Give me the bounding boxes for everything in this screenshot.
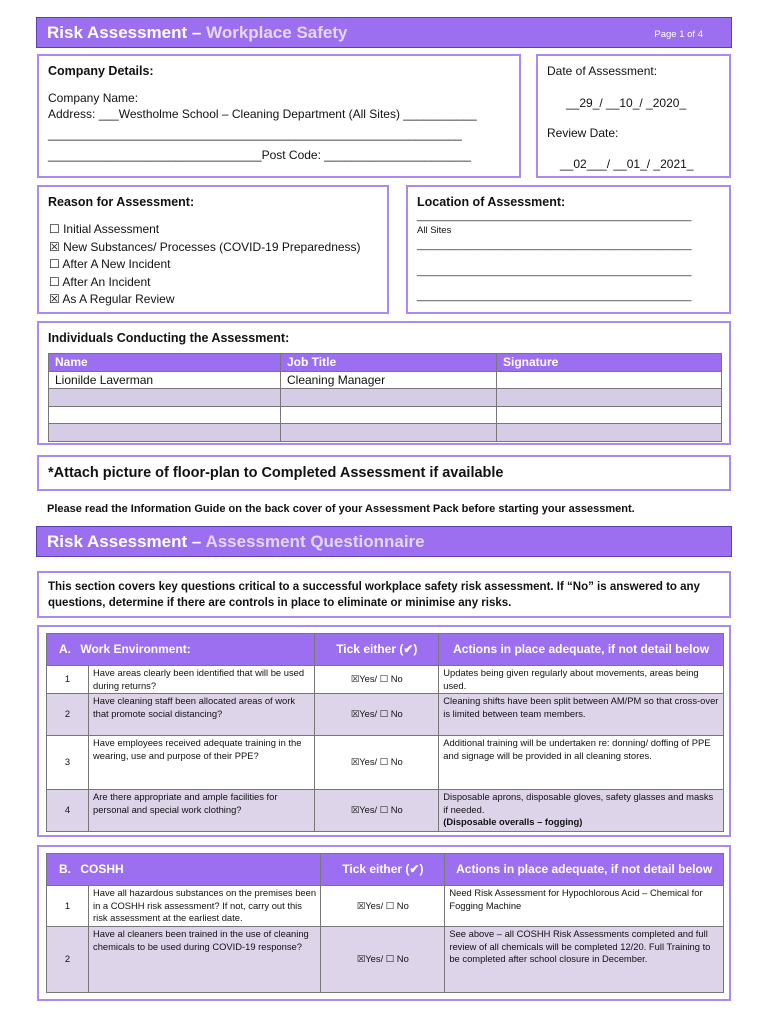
reason-new-substances-checkbox[interactable]: ☒ New Substances/ Processes (COVID-19 Preparedness) xyxy=(49,239,361,254)
actions-header: Actions in place adequate, if not detail below xyxy=(439,634,724,666)
cell-name[interactable] xyxy=(49,406,281,424)
individuals-table xyxy=(48,353,722,442)
cell-name[interactable]: Lionilde Laverman xyxy=(49,371,281,389)
cell-signature[interactable] xyxy=(497,371,722,389)
table-row xyxy=(47,694,724,736)
postcode-line: ________________________________Post Code: ______________________ xyxy=(48,148,472,162)
intro-box xyxy=(37,571,731,618)
cell-job-title[interactable]: Cleaning Manager xyxy=(281,371,497,389)
cell-signature[interactable] xyxy=(497,406,722,424)
row-number: 3 xyxy=(47,736,89,790)
section-b-box xyxy=(37,845,731,1001)
row-number: 4 xyxy=(47,790,89,832)
actions-header: Actions in place adequate, if not detail below xyxy=(445,854,724,886)
date-of-assessment-value: __29_/ __10_/ _2020_ xyxy=(566,96,687,110)
title-main: Risk Assessment – xyxy=(47,23,207,42)
address-blank-line: ______________________________________________________________ xyxy=(48,127,462,141)
location-line-3: _______________________________________________ xyxy=(417,265,692,277)
table-row xyxy=(49,424,722,442)
question-text: Have areas clearly been identified that will be used during returns? xyxy=(89,666,315,694)
questionnaire-title xyxy=(47,532,425,552)
action-text[interactable]: Need Risk Assessment for Hypochlorous Acid – Chemical for Fogging Machine xyxy=(445,886,724,927)
table-row xyxy=(47,790,724,832)
action-text: Disposable aprons, disposable gloves, safety glasses and masks if needed. xyxy=(443,791,714,815)
address-line: Address: ___Westholme School – Cleaning Department (All Sites) ___________ xyxy=(48,107,477,121)
col-name: Name xyxy=(49,354,281,372)
cell-name[interactable] xyxy=(49,389,281,407)
reason-box xyxy=(37,185,389,314)
col-signature: Signature xyxy=(497,354,722,372)
intro-text: This section covers key questions critical to a successful workplace safety risk assessment. If “No” is answered to any questions, determine if there are controls in place to eliminate or minimise any risks. xyxy=(48,581,700,609)
location-line-4: _______________________________________________ xyxy=(417,290,692,302)
col-job-title: Job Title xyxy=(281,354,497,372)
action-text[interactable]: Cleaning shifts have been split between AM/PM so that cross-over is limited between team members. xyxy=(439,694,724,736)
table-row xyxy=(47,666,724,694)
location-value: All Sites xyxy=(417,225,452,236)
question-text: Have al cleaners been trained in the use of cleaning chemicals to be used during COVID-19 response? xyxy=(89,927,321,993)
date-of-assessment-label: Date of Assessment: xyxy=(547,64,658,78)
yes-no-checkbox[interactable]: ☒Yes/ ☐ No xyxy=(321,927,445,993)
questionnaire-title-main: Risk Assessment – xyxy=(47,532,206,551)
section-a-table xyxy=(46,633,724,832)
reason-new-incident-checkbox[interactable]: ☐ After A New Incident xyxy=(49,257,171,271)
company-name-line: Company Name: xyxy=(48,91,139,105)
cell-job-title[interactable] xyxy=(281,389,497,407)
header-bar xyxy=(36,17,732,48)
dates-box xyxy=(536,54,731,178)
question-text: Have cleaning staff been allocated areas of work that promote social distancing? xyxy=(89,694,315,736)
table-row xyxy=(47,736,724,790)
cell-signature[interactable] xyxy=(497,389,722,407)
row-number: 1 xyxy=(47,886,89,927)
action-text[interactable]: See above – all COSHH Risk Assessments completed and full review of all chemicals will be completed 12/20. Full Training to be completed after school closure in December. xyxy=(445,927,724,993)
section-b-table xyxy=(46,853,724,993)
location-heading: Location of Assessment: xyxy=(417,195,566,209)
action-text[interactable]: Updates being given regularly about movements, areas being used. xyxy=(439,666,724,694)
reason-regular-review-checkbox[interactable]: ☒ As A Regular Review xyxy=(49,292,175,306)
attach-note-box xyxy=(37,455,731,491)
yes-no-checkbox[interactable]: ☒Yes/ ☐ No xyxy=(315,694,439,736)
location-line-1: _______________________________________________ xyxy=(417,210,692,222)
yes-no-checkbox[interactable]: ☒Yes/ ☐ No xyxy=(315,736,439,790)
section-a-box xyxy=(37,625,731,837)
yes-no-checkbox[interactable]: ☒Yes/ ☐ No xyxy=(315,666,439,694)
reason-initial-checkbox[interactable]: ☐ Initial Assessment xyxy=(49,222,160,236)
section-a-letter: A. xyxy=(59,642,71,657)
company-details-heading: Company Details: xyxy=(48,64,154,78)
row-number: 2 xyxy=(47,927,89,993)
location-line-2: _______________________________________________ xyxy=(417,239,692,251)
page-number: Page 1 of 4 xyxy=(654,29,703,40)
cell-job-title[interactable] xyxy=(281,424,497,442)
tick-header: Tick either (✔) xyxy=(321,854,445,886)
attach-note: *Attach picture of floor-plan to Completed Assessment if available xyxy=(48,465,504,481)
read-note: Please read the Information Guide on the back cover of your Assessment Pack before starting your assessment. xyxy=(47,503,635,515)
table-row xyxy=(49,371,722,389)
location-box xyxy=(406,185,731,314)
review-date-label: Review Date: xyxy=(547,126,619,140)
action-bold-note: (Disposable overalls – fogging) xyxy=(443,816,583,827)
section-b-letter: B. xyxy=(59,862,71,877)
action-text[interactable]: Additional training will be undertaken re: donning/ doffing of PPE and signage will be provided in all cleaning stores. xyxy=(439,736,724,790)
section-a-heading xyxy=(47,634,315,666)
cell-job-title[interactable] xyxy=(281,406,497,424)
reason-after-incident-checkbox[interactable]: ☐ After An Incident xyxy=(49,274,151,289)
yes-no-checkbox[interactable]: ☒Yes/ ☐ No xyxy=(321,886,445,927)
review-date-value: __02___/ __01_/ _2021_ xyxy=(560,157,694,171)
company-details-box xyxy=(37,54,521,178)
row-number: 2 xyxy=(47,694,89,736)
reason-list xyxy=(49,221,361,309)
individuals-heading: Individuals Conducting the Assessment: xyxy=(48,331,290,345)
yes-no-checkbox[interactable]: ☒Yes/ ☐ No xyxy=(315,790,439,832)
section-b-title: COSHH xyxy=(80,862,124,877)
tick-header: Tick either (✔) xyxy=(315,634,439,666)
section-a-title: Work Environment: xyxy=(80,642,191,657)
table-row xyxy=(47,886,724,927)
page-title xyxy=(47,23,348,43)
questionnaire-header-bar xyxy=(36,526,732,557)
cell-name[interactable] xyxy=(49,424,281,442)
individuals-box xyxy=(37,321,731,445)
title-accent: Workplace Safety xyxy=(206,23,348,42)
action-cell[interactable] xyxy=(439,790,724,832)
row-number: 1 xyxy=(47,666,89,694)
section-b-heading xyxy=(47,854,321,886)
reason-heading: Reason for Assessment: xyxy=(48,195,195,209)
cell-signature[interactable] xyxy=(497,424,722,442)
table-row xyxy=(49,406,722,424)
question-text: Are there appropriate and ample facilities for personal and special work clothing? xyxy=(89,790,315,832)
table-row xyxy=(47,927,724,993)
table-row xyxy=(49,389,722,407)
question-text: Have all hazardous substances on the premises been in a COSHH risk assessment? If not, carry out this risk assessment at the earliest date. xyxy=(89,886,321,927)
question-text: Have employees received adequate training in the wearing, use and purpose of their PPE? xyxy=(89,736,315,790)
questionnaire-title-accent: Assessment Questionnaire xyxy=(205,532,425,551)
